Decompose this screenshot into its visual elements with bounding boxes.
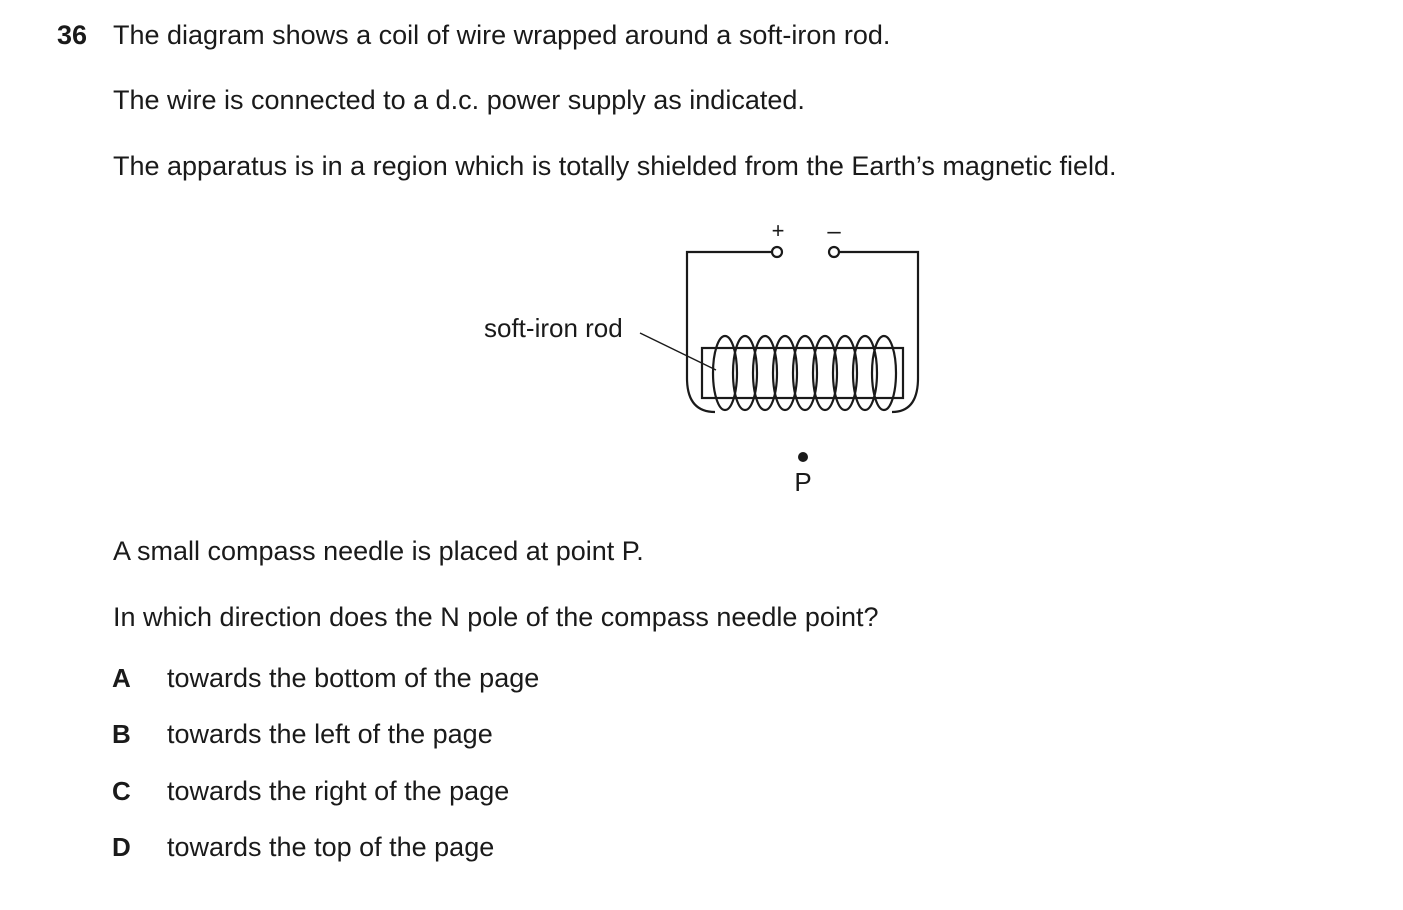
point-p-label: P — [794, 467, 812, 497]
option-letter: A — [112, 663, 131, 693]
option-text: towards the top of the page — [167, 832, 495, 862]
option-text: towards the right of the page — [167, 776, 510, 806]
question-number: 36 — [57, 20, 88, 50]
followup-line-1: A small compass needle is placed at point P. — [113, 536, 644, 566]
positive-terminal-label: + — [771, 218, 785, 243]
question-line-3: The apparatus is in a region which is totally shielded from the Earth’s magnetic field. — [113, 151, 1117, 181]
followup-line-2: In which direction does the N pole of the compass needle point? — [113, 602, 879, 632]
negative-terminal — [829, 247, 839, 257]
option-letter: B — [112, 719, 131, 749]
rod-label: soft-iron rod — [484, 313, 623, 343]
question-line-2: The wire is connected to a d.c. power supply as indicated. — [113, 85, 805, 115]
option-text: towards the left of the page — [167, 719, 493, 749]
positive-terminal — [772, 247, 782, 257]
option-letter: C — [112, 776, 131, 806]
option-letter: D — [112, 832, 131, 862]
option-text: towards the bottom of the page — [167, 663, 540, 693]
question-line-1: The diagram shows a coil of wire wrapped around a soft-iron rod. — [113, 20, 891, 50]
negative-terminal-label: – — [827, 218, 841, 245]
point-p-dot — [798, 452, 808, 462]
